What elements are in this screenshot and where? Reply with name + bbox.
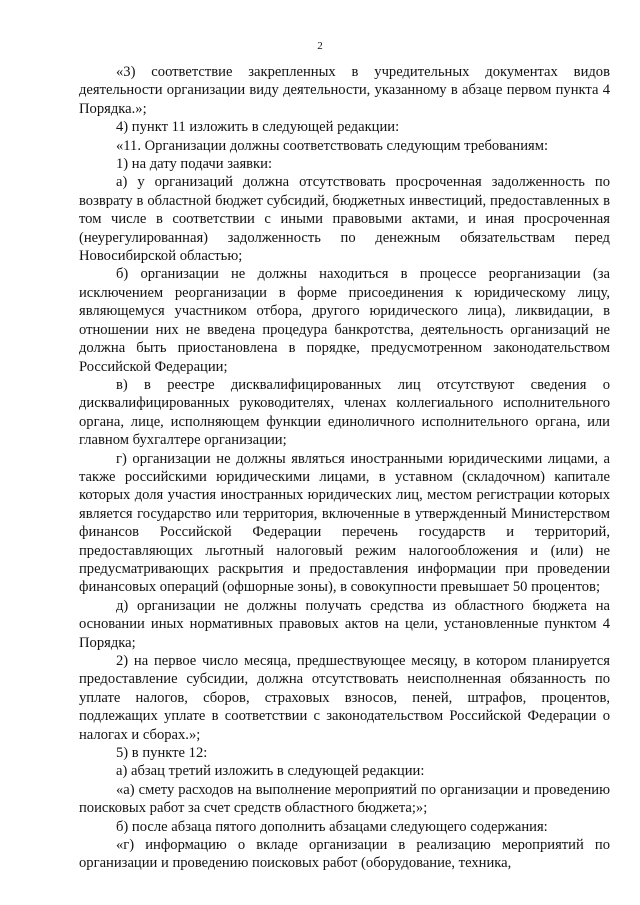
paragraph: 4) пункт 11 изложить в следующей редакции:: [116, 119, 400, 136]
paragraph: б) после абзаца пятого дополнить абзацами следующего содержания:: [116, 818, 548, 835]
paragraph: «г) информацию о вкладе организации в реализацию мероприятий по организации и проведению поисковых работ (оборудование, техника,: [79, 837, 610, 872]
paragraph: 5) в пункте 12:: [116, 745, 208, 762]
page-number: 2: [317, 40, 323, 52]
paragraph: б) организации не должны находиться в процессе реорганизации (за исключением реорганизации в форме присоединения к юридическому лицу, являющемуся участником отбора, другого юридического лица), ликвидации, в отношении них не введена процедура банкротства, деятельность организаций не должна быть приостановлена в порядке, предусмотренном законодательством Российской Федерации;: [79, 266, 610, 375]
paragraph: а) у организаций должна отсутствовать просроченная задолженность по возврату в областной бюджет субсидий, бюджетных инвестиций, предоставленных в том числе в соответствии с иными правовыми актами, и иная просроченная (неурегулированная) задолженность по денежным обязательствам перед Новосибирской областью;: [79, 174, 610, 265]
paragraph: г) организации не должны являться иностранными юридическими лицами, а также российскими юридическими лицами, в уставном (складочном) капитале которых доля участия иностранных юридических лиц, местом регистрации которых является государство или территория, включенные в утвержденный Министерством финансов Российской Федерации перечень государств и территорий, предоставляющих льготный налоговый режим налогообложения и (или) не предусматривающих раскрытия и предоставления информации при проведении финансовых операций (офшорные зоны), в совокупности превышает 50 процентов;: [79, 450, 610, 596]
paragraph: 2) на первое число месяца, предшествующее месяцу, в котором планируется предоставление субсидии, должна отсутствовать неисполненная обязанность по уплате налогов, сборов, страховых взносов, пеней, штрафов, процентов, подлежащих уплате в соответствии с законодательством Российской Федерации о налогах и сборах.»;: [79, 653, 610, 743]
paragraph: «а) смету расходов на выполнение мероприятий по организации и проведению поисковых работ за счет средств областного бюджета;»;: [79, 781, 610, 817]
paragraph: 1) на дату подачи заявки:: [116, 156, 272, 173]
document-body: [79, 63, 610, 873]
paragraph: в) в реестре дисквалифицированных лиц отсутствуют сведения о дисквалифицированных руководителях, членах коллегиального исполнительного органа, лице, исполняющем функции единоличного исполнительного органа, или главном бухгалтере организации;: [79, 376, 610, 449]
paragraph: д) организации не должны получать средства из областного бюджета на основании иных нормативных правовых актов на цели, установленные пунктом 4 Порядка;: [79, 597, 610, 651]
paragraph: а) абзац третий изложить в следующей редакции:: [116, 763, 425, 780]
paragraph: «11. Организации должны соответствовать следующим требованиям:: [116, 137, 549, 154]
paragraph: «3) соответствие закрепленных в учредительных документах видов деятельности организации виду деятельности, указанному в абзаце первом пункта 4 Порядка.»;: [79, 64, 610, 117]
